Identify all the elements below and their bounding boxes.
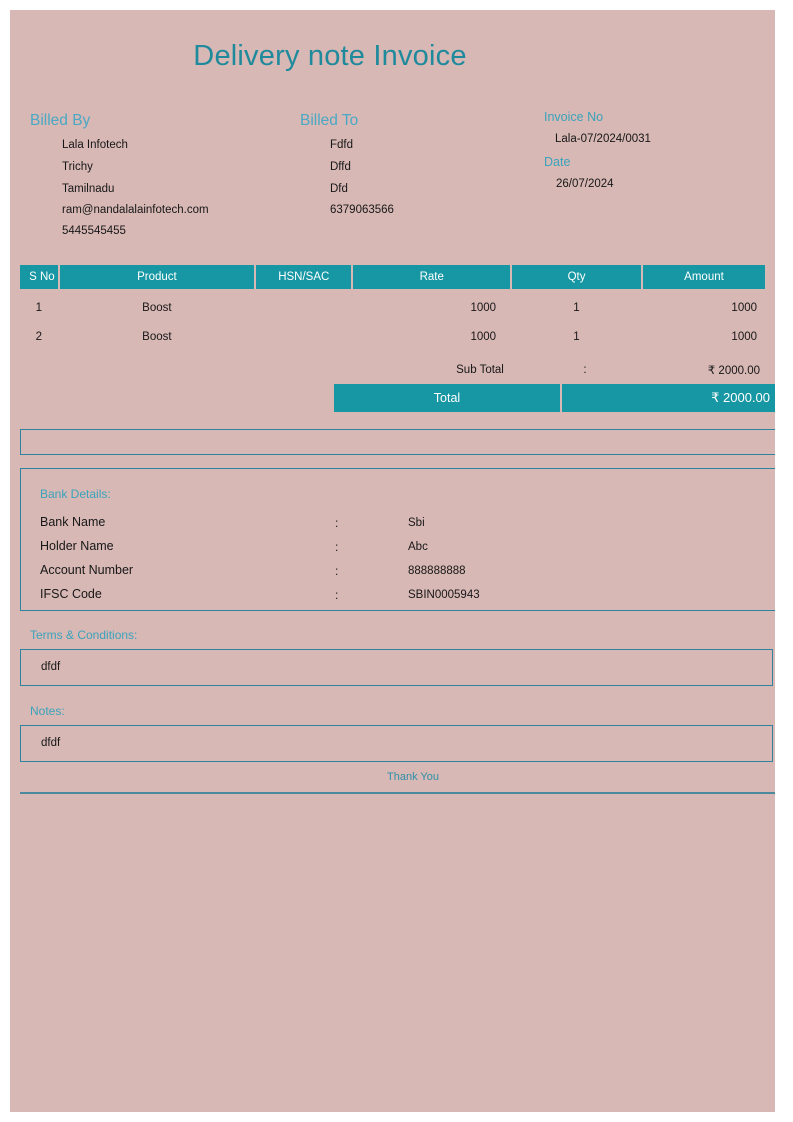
column-header-rate: Rate bbox=[353, 265, 510, 289]
notes-text: dfdf bbox=[41, 737, 61, 749]
invoice-no-label: Invoice No bbox=[544, 110, 604, 124]
date-label: Date bbox=[544, 155, 571, 169]
cell-rate: 1000 bbox=[470, 330, 497, 343]
footer-divider bbox=[20, 792, 775, 794]
items-table-header bbox=[20, 265, 765, 289]
table-row bbox=[20, 324, 765, 349]
cell-qty: 1 bbox=[573, 330, 580, 343]
bank-details-heading: Bank Details: bbox=[40, 487, 111, 501]
holder-name-colon: : bbox=[335, 540, 339, 554]
total-value: ₹ 2000.00 bbox=[562, 384, 775, 412]
bank-name-label: Bank Name bbox=[40, 515, 106, 529]
column-header-hsn: HSN/SAC bbox=[256, 265, 351, 289]
billed-by-heading: Billed By bbox=[30, 112, 91, 129]
ifsc-code-value: SBIN0005943 bbox=[408, 589, 480, 601]
billed-by-line-1: Trichy bbox=[62, 161, 93, 173]
cell-amount: 1000 bbox=[731, 301, 758, 314]
billed-by-line-4: 5445545455 bbox=[62, 225, 126, 237]
column-header-amount: Amount bbox=[643, 265, 765, 289]
account-number-colon: : bbox=[335, 564, 339, 578]
column-header-product: Product bbox=[60, 265, 254, 289]
sub-total-label: Sub Total bbox=[456, 364, 504, 376]
billed-to-line-3: 6379063566 bbox=[330, 204, 394, 216]
terms-box bbox=[20, 649, 773, 686]
invoice-page bbox=[10, 10, 775, 1112]
cell-rate: 1000 bbox=[470, 301, 497, 314]
table-row bbox=[20, 295, 765, 320]
billed-to-line-1: Dffd bbox=[330, 161, 351, 173]
billed-by-line-3: ram@nandalalainfotech.com bbox=[62, 204, 209, 216]
date-value: 26/07/2024 bbox=[556, 178, 614, 190]
sub-total-row bbox=[410, 361, 768, 379]
terms-text: dfdf bbox=[41, 661, 61, 673]
invoice-no-value: Lala-07/2024/0031 bbox=[555, 133, 651, 145]
cell-product: Boost bbox=[142, 301, 172, 314]
billed-by-line-0: Lala Infotech bbox=[62, 139, 128, 151]
extra-info-box bbox=[20, 429, 775, 455]
total-row bbox=[334, 384, 775, 412]
account-number-label: Account Number bbox=[40, 563, 134, 577]
column-header-qty: Qty bbox=[512, 265, 641, 289]
cell-qty: 1 bbox=[573, 301, 580, 314]
bank-name-colon: : bbox=[335, 516, 339, 530]
page-title: Delivery note Invoice bbox=[193, 40, 467, 72]
terms-heading: Terms & Conditions: bbox=[30, 628, 138, 642]
total-label: Total bbox=[334, 384, 560, 412]
billed-to-line-0: Fdfd bbox=[330, 139, 354, 151]
holder-name-value: Abc bbox=[408, 541, 428, 553]
billed-to-heading: Billed To bbox=[300, 112, 359, 129]
bank-name-value: Sbi bbox=[408, 517, 425, 529]
notes-box bbox=[20, 725, 773, 762]
ifsc-code-colon: : bbox=[335, 588, 339, 602]
cell-hsn bbox=[256, 295, 351, 320]
billed-by-line-2: Tamilnadu bbox=[62, 183, 115, 195]
sub-total-colon: : bbox=[583, 364, 587, 376]
billed-to-line-2: Dfd bbox=[330, 183, 348, 195]
cell-sno: 2 bbox=[35, 330, 43, 343]
cell-hsn bbox=[256, 324, 351, 349]
column-header-sno: S No bbox=[20, 265, 58, 289]
cell-amount: 1000 bbox=[731, 330, 758, 343]
thank-you-text: Thank You bbox=[387, 771, 439, 783]
ifsc-code-label: IFSC Code bbox=[40, 587, 102, 601]
cell-sno: 1 bbox=[35, 301, 43, 314]
holder-name-label: Holder Name bbox=[40, 539, 114, 553]
cell-product: Boost bbox=[142, 330, 172, 343]
bank-details-box bbox=[20, 468, 775, 611]
notes-heading: Notes: bbox=[30, 704, 65, 718]
account-number-value: 888888888 bbox=[408, 565, 466, 577]
sub-total-value: ₹ 2000.00 bbox=[707, 365, 760, 377]
